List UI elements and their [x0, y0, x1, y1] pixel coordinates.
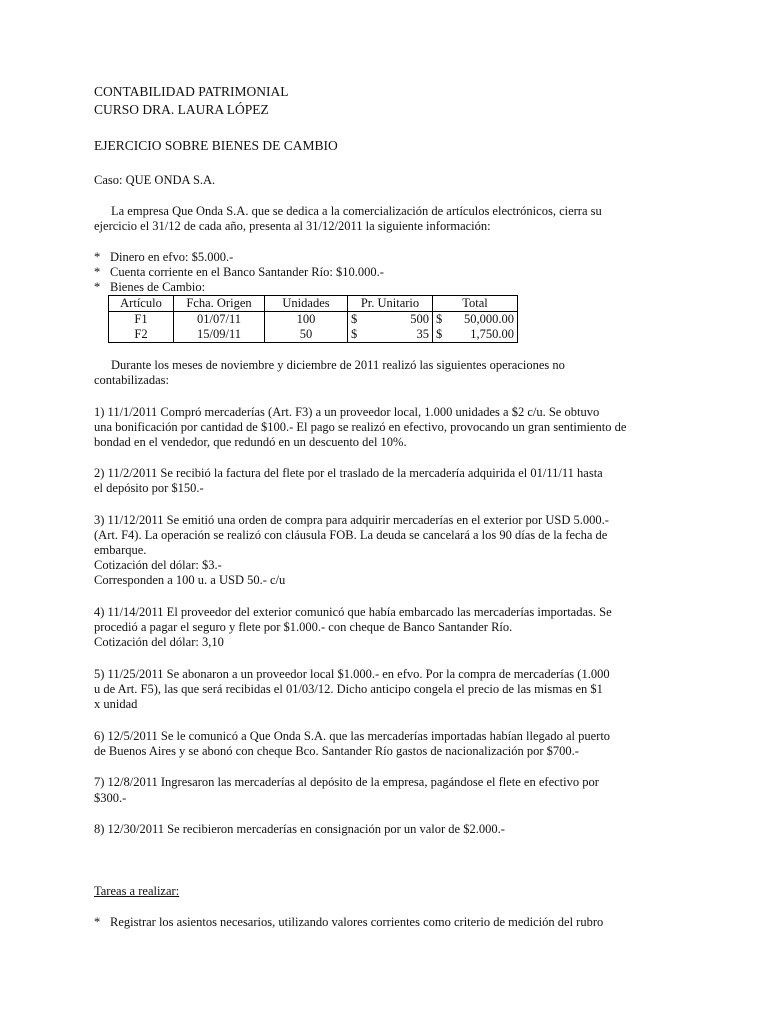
bullet-mark: * [94, 250, 101, 264]
header-unidades: Unidades [265, 296, 348, 312]
bullet-mark: * [94, 265, 101, 279]
operation-5-line: u de Art. F5), las que será recibidas el 01/03/12. Dicho anticipo congela el precio de las mismas en $1 [94, 682, 603, 696]
bienes-de-cambio-table [108, 295, 518, 343]
info-item-text: Bienes de Cambio: [110, 280, 206, 294]
operation-3-line: Cotización del dólar: $3.- [94, 558, 222, 572]
bullet-mark: * [94, 280, 101, 294]
operations-intro-line-1: Durante los meses de noviembre y diciembre de 2011 realizó las siguientes operaciones no [111, 358, 565, 372]
cell-total: 1,750.00 [451, 327, 518, 343]
operation-6-line: 6) 12/5/2011 Se le comunicó a Que Onda S.A. que las mercaderías importadas habían llegado al puerto [94, 729, 611, 743]
cell-unidades: 50 [265, 327, 348, 343]
cell-fecha: 15/09/11 [174, 327, 265, 343]
bullet-mark: * [94, 915, 101, 929]
operation-5-line: x unidad [94, 697, 138, 711]
operation-1-line: bondad en el vendedor, que redundó en un descuento del 10%. [94, 435, 407, 449]
operation-2-line: 2) 11/2/2011 Se recibió la factura del flete por el traslado de la mercadería adquirida el 01/11/11 hasta [94, 466, 603, 480]
header-fecha-origen: Fcha. Origen [174, 296, 265, 312]
info-item-text: Cuenta corriente en el Banco Santander Río: $10.000.- [110, 265, 384, 279]
operation-1-line: 1) 11/1/2011 Compró mercaderías (Art. F3) a un proveedor local, 1.000 unidades a $2 c/u. Se obtuvo [94, 405, 600, 419]
operation-7-line: 7) 12/8/2011 Ingresaron las mercaderías al depósito de la empresa, pagándose el flete en efectivo por [94, 775, 599, 789]
case-name: Caso: QUE ONDA S.A. [94, 173, 216, 187]
cell-pu-currency: $ [348, 327, 373, 343]
operation-8-line: 8) 12/30/2011 Se recibieron mercaderías en consignación por un valor de $2.000.- [94, 822, 505, 836]
cell-articulo: F1 [109, 312, 174, 328]
intro-line-1: La empresa Que Onda S.A. que se dedica a la comercialización de artículos electrónicos, cierra su [111, 204, 602, 218]
operations-intro-line-2: contabilizadas: [94, 373, 169, 387]
info-item [94, 249, 233, 265]
operation-1-line: una bonificación por cantidad de $100.- El pago se realizó en efectivo, provocando un gran sentimiento de [94, 420, 627, 434]
cell-articulo: F2 [109, 327, 174, 343]
task-item [94, 914, 603, 930]
operation-6-line: de Buenos Aires y se abonó con cheque Bco. Santander Río gastos de nacionalización por $700.- [94, 744, 579, 758]
operation-5-line: 5) 11/25/2011 Se abonaron a un proveedor local $1.000.- en efvo. Por la compra de mercaderías (1.000 [94, 667, 610, 681]
table-row [109, 327, 518, 343]
header-articulo: Artículo [109, 296, 174, 312]
info-item [94, 279, 205, 295]
exercise-title: EJERCICIO SOBRE BIENES DE CAMBIO [94, 138, 338, 153]
cell-fecha: 01/07/11 [174, 312, 265, 328]
operation-4-line: Cotización del dólar: 3,10 [94, 635, 224, 649]
operation-3-line: Corresponden a 100 u. a USD 50.- c/u [94, 573, 286, 587]
operation-4-line: procedió a pagar el seguro y flete por $1.000.- con cheque de Banco Santander Río. [94, 620, 513, 634]
cell-precio-unitario: 35 [372, 327, 433, 343]
cell-total-currency: $ [433, 327, 452, 343]
operation-3-line: 3) 11/12/2011 Se emitió una orden de compra para adquirir mercaderías en el exterior por USD 5.000.- [94, 513, 609, 527]
task-item-text: Registrar los asientos necesarios, utilizando valores corrientes como criterio de medición del rubro [110, 915, 604, 929]
cell-precio-unitario: 500 [372, 312, 433, 328]
operation-3-line: embarque. [94, 543, 147, 557]
table-header-row [109, 296, 518, 312]
operation-2-line: el depósito por $150.- [94, 481, 204, 495]
header-total: Total [433, 296, 518, 312]
course-title: CONTABILIDAD PATRIMONIAL [94, 84, 289, 99]
cell-pu-currency: $ [348, 312, 373, 328]
intro-line-2: ejercicio el 31/12 de cada año, presenta al 31/12/2011 la siguiente información: [94, 219, 491, 233]
course-instructor: CURSO DRA. LAURA LÓPEZ [94, 102, 269, 117]
header-precio-unitario: Pr. Unitario [348, 296, 433, 312]
tasks-title: Tareas a realizar: [94, 884, 180, 898]
operation-7-line: $300.- [94, 791, 127, 805]
info-item [94, 264, 384, 280]
cell-total-currency: $ [433, 312, 452, 328]
operation-3-line: (Art. F4). La operación se realizó con cláusula FOB. La deuda se cancelará a los 90 días de la fecha de [94, 528, 608, 542]
operation-4-line: 4) 11/14/2011 El proveedor del exterior comunicó que había embarcado las mercaderías importadas. Se [94, 605, 612, 619]
cell-unidades: 100 [265, 312, 348, 328]
info-item-text: Dinero en efvo: $5.000.- [110, 250, 234, 264]
table-row [109, 312, 518, 328]
cell-total: 50,000.00 [451, 312, 518, 328]
